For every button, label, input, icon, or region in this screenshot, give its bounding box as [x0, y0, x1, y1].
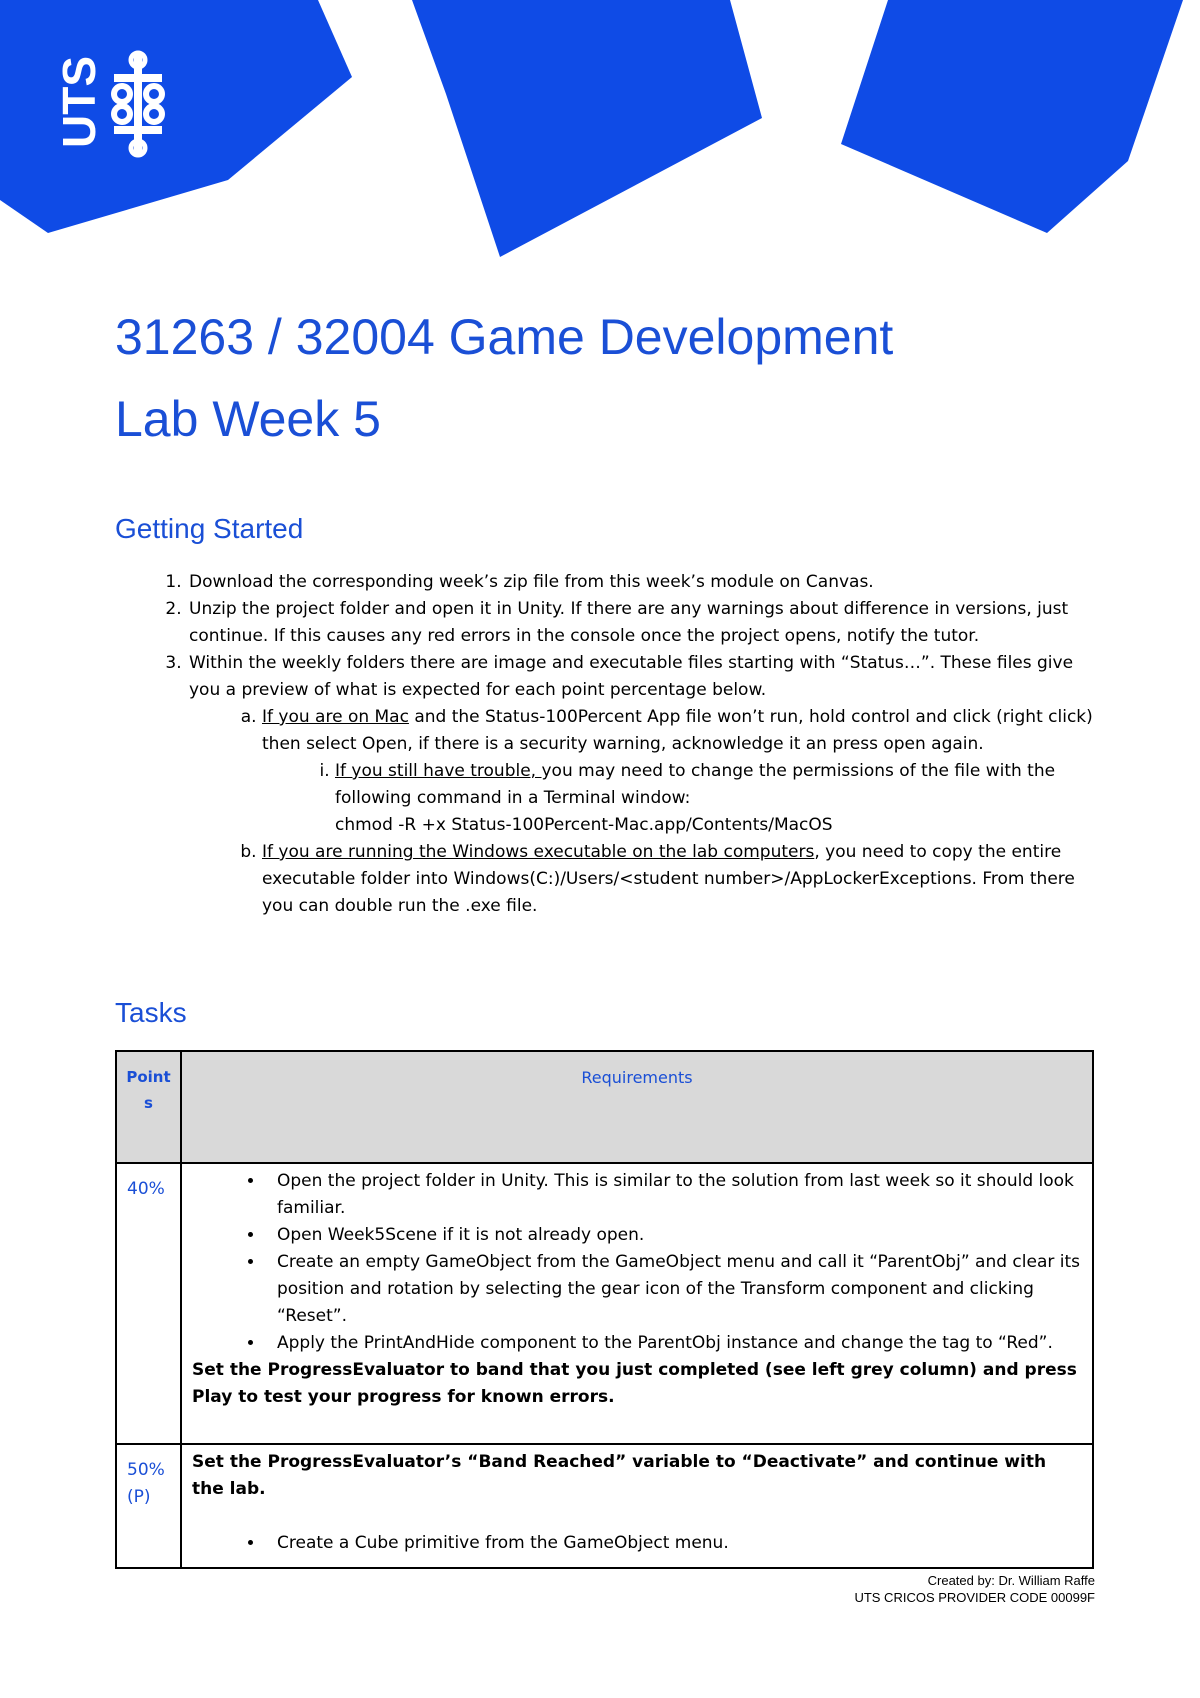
sub-list-roman	[335, 758, 1107, 839]
requirements-list	[265, 1530, 1082, 1557]
footer-provider-code: UTS CRICOS PROVIDER CODE 00099F	[854, 1590, 1095, 1605]
sub-item-trouble	[335, 758, 1107, 839]
sub-item-mac-underlined: If you are on Mac	[262, 707, 409, 727]
header-shape-right	[841, 0, 1183, 233]
tasks-heading: Tasks	[115, 997, 187, 1028]
column-header-points: Point s	[116, 1051, 181, 1163]
list-item: • Create an empty GameObject from the GameObject menu and call it “ParentObj” and clear its position and rotation by selecting the gear icon of the Transform component and clicking “Reset”.	[265, 1249, 1082, 1330]
sub-item-windows-underlined: If you are running the Windows executable on the lab computers	[262, 842, 815, 862]
row-points-value: 50%	[127, 1460, 165, 1480]
requirements-list	[265, 1168, 1082, 1357]
getting-started-list	[187, 569, 1107, 920]
uts-logo-text: UTS	[53, 56, 105, 148]
table-header-row	[116, 1051, 1093, 1163]
footer	[854, 1572, 1095, 1606]
header-decoration	[0, 0, 1200, 260]
row-points-value: 40%	[127, 1179, 165, 1199]
sub-item-mac-text: and the Status-100Percent App file won’t run, hold control and click (right click) then select Open, if there is a security warning, acknowledge it an press open again.	[262, 707, 1093, 754]
chmod-command: chmod -R +x Status-100Percent-Mac.app/Contents/MacOS	[335, 815, 833, 835]
list-item-text: Download the corresponding week’s zip file from this week’s module on Canvas.	[189, 572, 874, 592]
table-row	[116, 1163, 1093, 1444]
table-row	[116, 1444, 1093, 1568]
progress-evaluator-note: Set the ProgressEvaluator to band that you just completed (see left grey column) and press Play to test your progress for known errors.	[192, 1360, 1077, 1407]
list-item	[187, 569, 1107, 596]
sub-item-trouble-underlined: If you still have trouble,	[335, 761, 542, 781]
column-header-requirements: Requirements	[181, 1051, 1093, 1163]
sub-list-alpha	[262, 704, 1107, 920]
row-points	[116, 1163, 181, 1444]
page-title	[115, 296, 893, 460]
list-item	[187, 650, 1107, 920]
list-item	[187, 596, 1107, 650]
sub-item-windows	[262, 839, 1107, 920]
header-shape-middle	[412, 0, 762, 257]
band-reached-intro: Set the ProgressEvaluator’s “Band Reached” variable to “Deactivate” and continue with the lab.	[192, 1452, 1047, 1499]
row-requirements	[181, 1444, 1093, 1568]
tasks-table	[115, 1050, 1094, 1569]
page-title-line2: Lab Week 5	[115, 391, 381, 447]
sub-item-mac	[262, 704, 1107, 839]
list-item: • Create a Cube primitive from the GameObject menu.	[265, 1530, 1082, 1557]
list-item: • Open Week5Scene if it is not already open.	[265, 1222, 1082, 1249]
list-item: • Open the project folder in Unity. This is similar to the solution from last week so it should look familiar.	[265, 1168, 1082, 1222]
row-points-note: (P)	[127, 1487, 151, 1507]
getting-started-heading: Getting Started	[115, 513, 304, 544]
footer-created-by: Created by: Dr. William Raffe	[927, 1573, 1095, 1588]
list-item-text: Within the weekly folders there are image and executable files starting with “Status…”. These files give you a preview of what is expected for each point percentage below.	[189, 653, 1074, 700]
list-item: • Apply the PrintAndHide component to the ParentObj instance and change the tag to “Red”.	[265, 1330, 1082, 1357]
sub-item-windows-text: , you need to copy the entire executable folder into Windows(C:)/Users/<student number>/AppLockerExceptions. From there you can double run the .exe file.	[262, 842, 1075, 916]
row-points	[116, 1444, 181, 1568]
list-item-text: Unzip the project folder and open it in Unity. If there are any warnings about difference in versions, just continue. If this causes any red errors in the console once the project opens, notify the tutor.	[189, 599, 1069, 646]
sub-item-trouble-text: you may need to change the permissions of the file with the following command in a Terminal window:	[335, 761, 1056, 808]
page-title-line1: 31263 / 32004 Game Development	[115, 309, 894, 365]
row-requirements	[181, 1163, 1093, 1444]
